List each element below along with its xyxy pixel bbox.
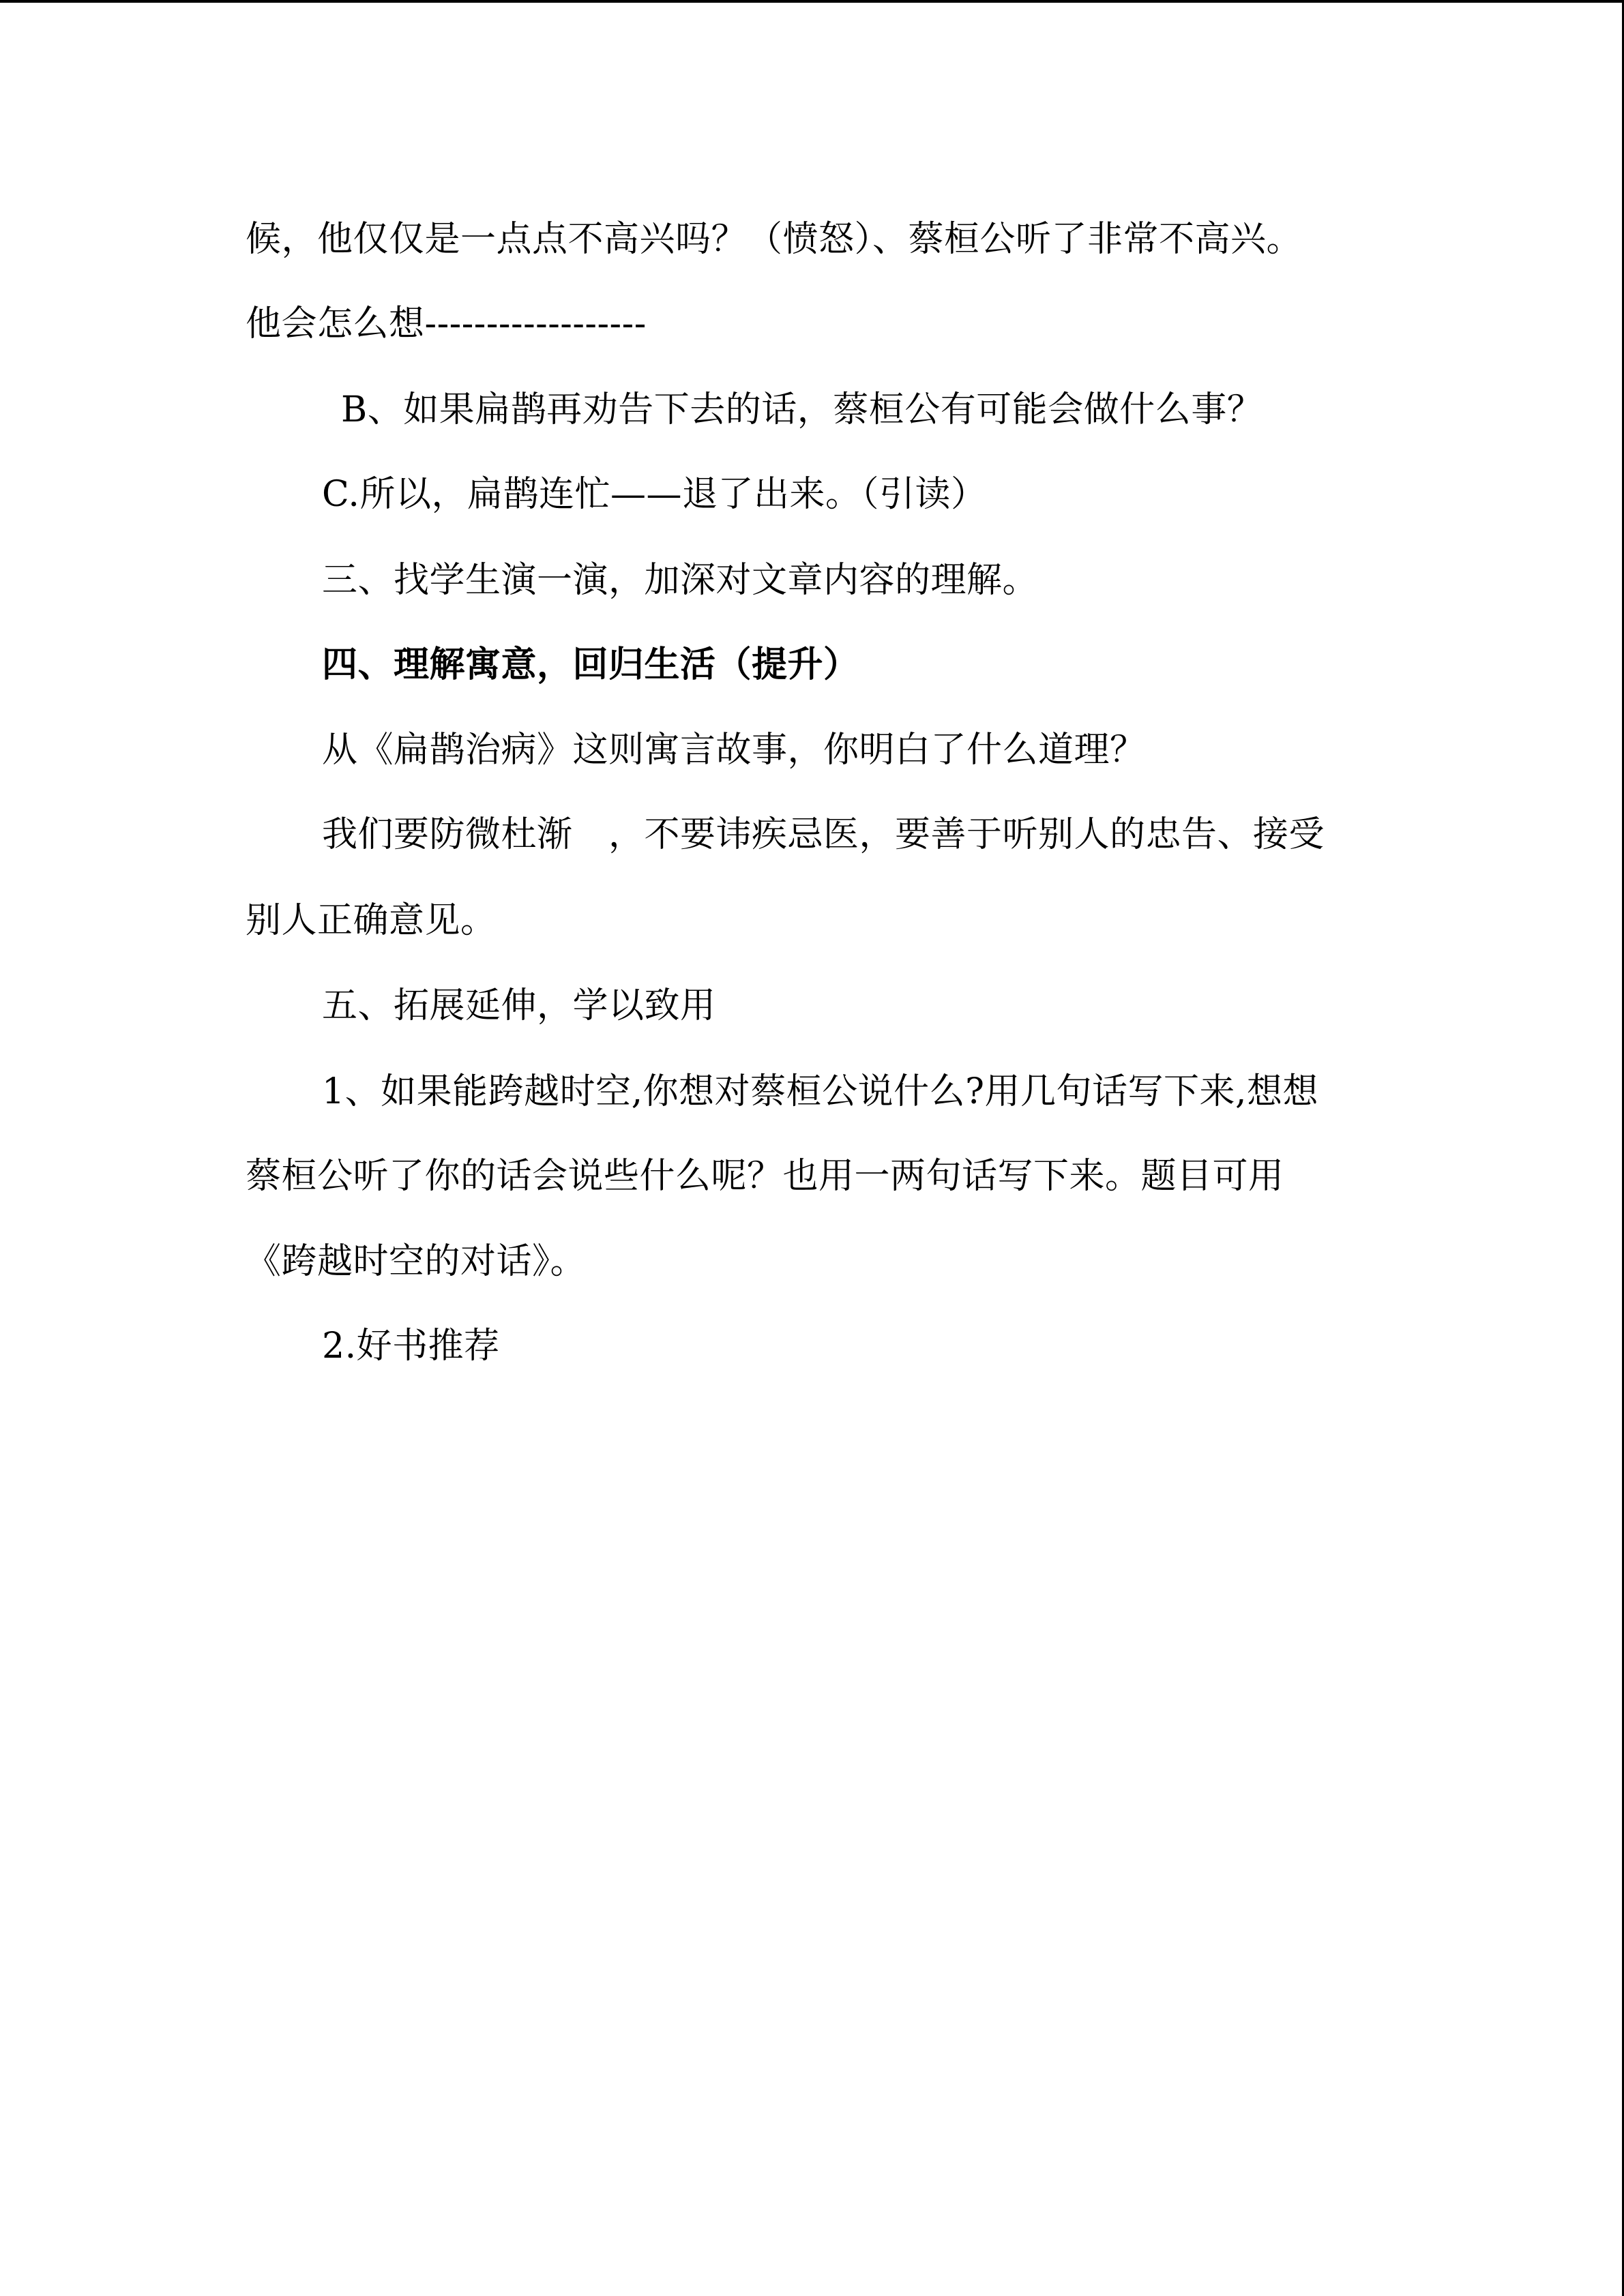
page-top-border: [0, 0, 1624, 3]
paragraph-line-2: 他会怎么想------------------: [246, 303, 647, 344]
paragraph-line-11: 1、如果能跨越时空,你想对蔡桓公说什么?用几句话写下来,想想: [322, 1071, 1319, 1112]
paragraph-line-3: B、如果扁鹊再劝告下去的话，蔡桓公有可能会做什么事？: [341, 389, 1263, 430]
paragraph-line-9: 别人正确意见。: [246, 900, 497, 941]
paragraph-line-4: C.所以，扁鹊连忙——退了出来。（引读）: [322, 474, 987, 515]
paragraph-line-1: 候，他仅仅是一点点不高兴吗？（愤怒）、蔡桓公听了非常不高兴。: [246, 219, 1303, 260]
section-heading-5: 五、拓展延伸，学以致用: [322, 985, 716, 1026]
paragraph-line-7: 从《扁鹊治病》这则寓言故事，你明白了什么道理？: [322, 730, 1146, 771]
paragraph-line-12: 蔡桓公听了你的话会说些什么呢？也用一两句话写下来。题目可用: [246, 1156, 1284, 1197]
paragraph-line-14: 2.好书推荐: [322, 1326, 500, 1367]
paragraph-line-5: 三、找学生演一演，加深对文章内容的理解。: [322, 560, 1039, 601]
section-heading-4: 四、理解寓意，回归生活（提升）: [322, 644, 859, 685]
paragraph-line-13: 《跨越时空的对话》。: [246, 1241, 587, 1282]
paragraph-line-8: 我们要防微杜渐 ，不要讳疾忌医，要善于听别人的忠告、接受: [322, 814, 1325, 855]
